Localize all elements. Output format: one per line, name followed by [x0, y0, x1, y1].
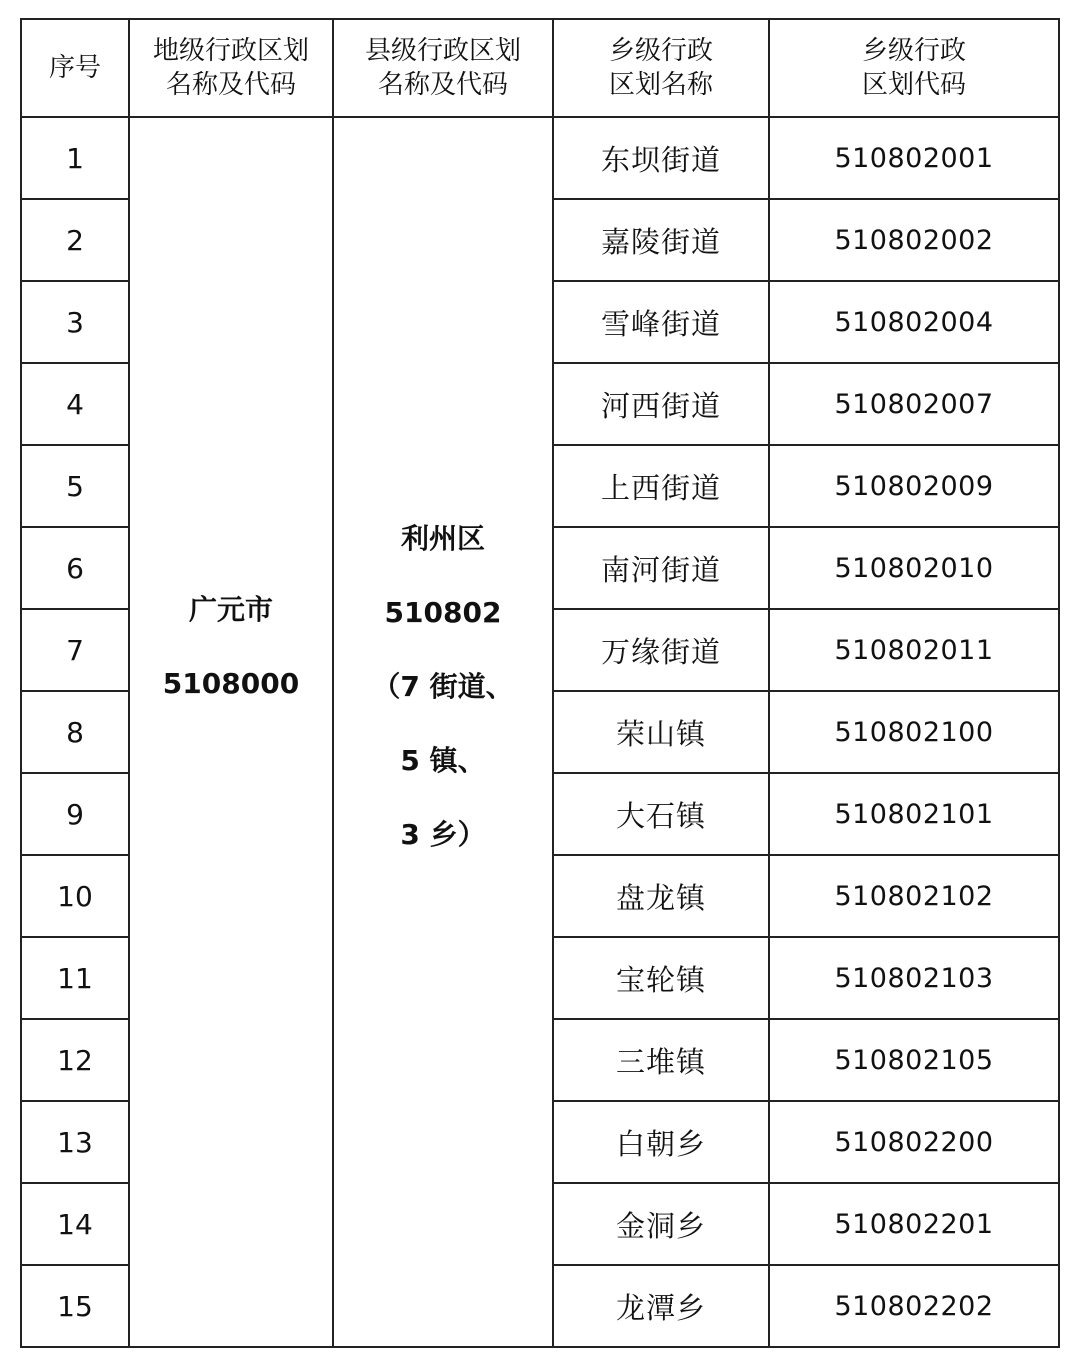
table-row: [21, 117, 1059, 199]
row-town-code: 510802105: [769, 1019, 1059, 1101]
table-header-row: [21, 19, 1059, 117]
row-town-name: 雪峰街道: [553, 281, 769, 363]
row-town-code: 510802202: [769, 1265, 1059, 1347]
header-city: [129, 19, 333, 117]
header-town-code-line-2: 区划代码: [861, 70, 966, 100]
row-town-code: 510802200: [769, 1101, 1059, 1183]
row-town-code: 510802010: [769, 527, 1059, 609]
header-county: [333, 19, 553, 117]
admin-division-table: [20, 18, 1060, 1348]
row-town-code: 510802007: [769, 363, 1059, 445]
row-town-name: 嘉陵街道: [553, 199, 769, 281]
row-town-code: 510802102: [769, 855, 1059, 937]
row-town-name: 南河街道: [553, 527, 769, 609]
row-seq: 13: [21, 1101, 129, 1183]
row-town-code: 510802103: [769, 937, 1059, 1019]
row-seq: 2: [21, 199, 129, 281]
row-town-name: 三堆镇: [553, 1019, 769, 1101]
row-town-code: 510802002: [769, 199, 1059, 281]
row-town-name: 东坝街道: [553, 117, 769, 199]
row-town-name: 金洞乡: [553, 1183, 769, 1265]
row-town-name: 河西街道: [553, 363, 769, 445]
header-town-name-line-2: 区划名称: [608, 70, 713, 100]
row-town-code: 510802011: [769, 609, 1059, 691]
row-seq: 12: [21, 1019, 129, 1101]
row-town-name: 龙潭乡: [553, 1265, 769, 1347]
row-seq: 7: [21, 609, 129, 691]
row-town-name: 荣山镇: [553, 691, 769, 773]
row-town-name: 宝轮镇: [553, 937, 769, 1019]
header-town-code-line-1: 乡级行政: [861, 36, 966, 66]
row-town-code: 510802004: [769, 281, 1059, 363]
row-town-code: 510802101: [769, 773, 1059, 855]
city-name: 广元市: [188, 593, 273, 626]
row-seq: 1: [21, 117, 129, 199]
row-town-code: 510802009: [769, 445, 1059, 527]
county-note-line-1: （7 街道、: [372, 670, 514, 703]
row-seq: 11: [21, 937, 129, 1019]
header-county-line-1: 县级行政区划: [364, 36, 521, 66]
header-town-code: [769, 19, 1059, 117]
row-town-code: 510802201: [769, 1183, 1059, 1265]
row-town-code: 510802001: [769, 117, 1059, 199]
header-town-name: [553, 19, 769, 117]
row-seq: 8: [21, 691, 129, 773]
row-town-code: 510802100: [769, 691, 1059, 773]
county-note-line-2: 5 镇、: [400, 744, 486, 777]
county-name: 利州区: [400, 522, 485, 555]
county-code: 510802: [384, 596, 502, 629]
header-town-name-line-1: 乡级行政: [608, 36, 713, 66]
header-city-line-1: 地级行政区划: [152, 36, 309, 66]
row-town-name: 万缘街道: [553, 609, 769, 691]
row-town-name: 白朝乡: [553, 1101, 769, 1183]
row-seq: 10: [21, 855, 129, 937]
row-seq: 6: [21, 527, 129, 609]
row-seq: 14: [21, 1183, 129, 1265]
county-note-line-3: 3 乡）: [400, 818, 486, 851]
row-seq: 5: [21, 445, 129, 527]
row-town-name: 上西街道: [553, 445, 769, 527]
header-county-line-2: 名称及代码: [377, 70, 508, 100]
row-seq: 15: [21, 1265, 129, 1347]
county-cell: [333, 117, 553, 1347]
row-seq: 9: [21, 773, 129, 855]
row-town-name: 盘龙镇: [553, 855, 769, 937]
row-seq: 3: [21, 281, 129, 363]
header-seq: [21, 19, 129, 117]
row-seq: 4: [21, 363, 129, 445]
row-town-name: 大石镇: [553, 773, 769, 855]
header-city-line-2: 名称及代码: [165, 70, 296, 100]
header-seq-line-1: 序号: [48, 53, 101, 83]
city-cell: [129, 117, 333, 1347]
city-code: 5108000: [162, 667, 300, 700]
